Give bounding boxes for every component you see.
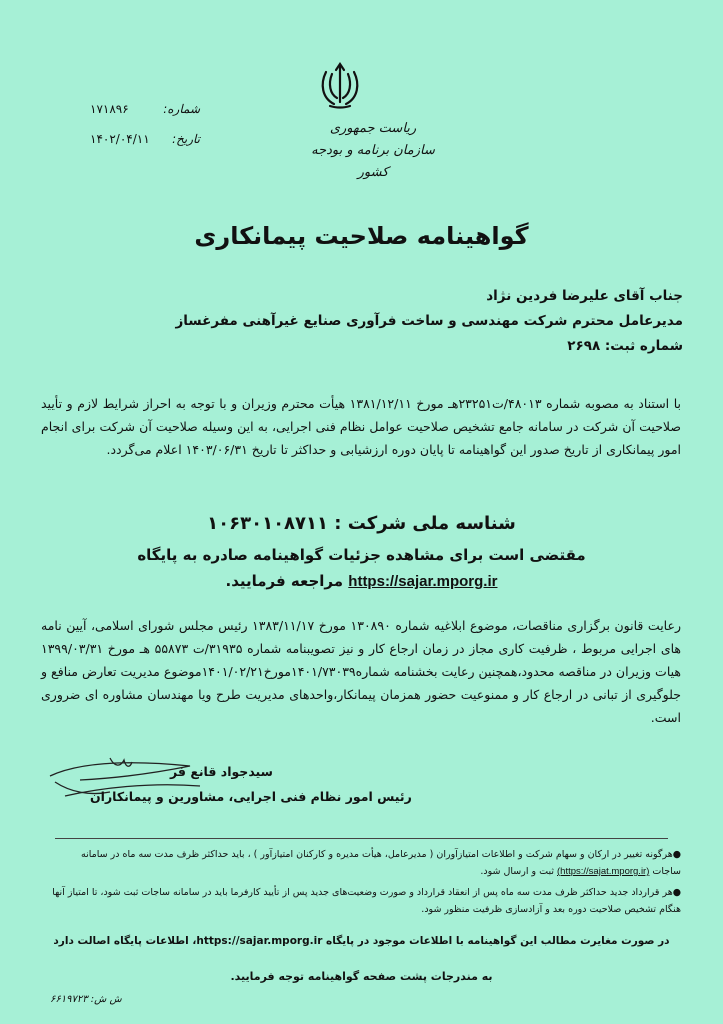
request-line: مقتضی است برای مشاهده جزئیات گواهینامه صادره به پایگاه xyxy=(137,546,586,564)
addressee-block xyxy=(63,284,683,359)
date-value: ۱۴۰۲/۰۴/۱۱ xyxy=(90,132,150,146)
footnote-1-text: ●هرگونه تغییر در ارکان و سهام شرکت و اطلاعات امتیازآوران ( مدیرعامل، هیأت مدیره و کارکنان امتیازآور ) ، باید حداکثر ظرف مدت سه ماه در سامانه ساجات xyxy=(81,849,681,877)
registration-number: شماره ثبت: ۲۶۹۸ xyxy=(567,338,683,354)
org-line-budget: سازمان برنامه و بودجه کشور xyxy=(311,143,435,180)
footnote-1-suffix: ثبت و ارسال شود. xyxy=(480,866,554,877)
footnote-2: ●هر قرارداد جدید حداکثر ظرف مدت سه ماه پس از انعقاد قرارداد و صورت وضعیت‌های جدید پس از تأیید کارفرما باید در سامانه ساجات ثبت شود، تا امتیاز آنها هنگام تشخیص صلاحیت دوره بعد و آزادسازی ظرفیت منظور شود. xyxy=(52,887,681,915)
national-id: شناسه ملی شرکت : ۱۰۶۳۰۱۰۸۷۱۱ xyxy=(207,513,516,534)
letter-meta xyxy=(90,94,200,154)
divider xyxy=(55,838,668,839)
serial-number: ش ش: ۶۶۱۹۷۲۳ xyxy=(50,994,122,1005)
page-title: گواهینامه صلاحیت پیمانکاری xyxy=(194,222,529,250)
signatory-title: رئیس امور نظام فنی اجرایی، مشاورین و پیمانکاران xyxy=(90,789,412,804)
org-line-presidency: ریاست جمهوری xyxy=(329,121,417,136)
request-url-line xyxy=(0,572,723,590)
addressee-name: جناب آقای علیرضا فردین نژاد xyxy=(486,288,683,304)
back-page-note: به مندرجات پشت صفحه گواهینامه توجه فرمایید. xyxy=(230,970,493,983)
number-value: ۱۷۱۸۹۶ xyxy=(90,102,129,116)
signatory-name: سیدجواد قانع فر xyxy=(170,764,273,779)
footnotes xyxy=(51,846,681,922)
number-row xyxy=(90,94,200,124)
issuing-organization xyxy=(298,118,448,184)
number-label: شماره: xyxy=(163,102,200,116)
iran-emblem-logo xyxy=(318,62,362,110)
approval-paragraph: با استناد به مصوبه شماره ۴۸۰۱۳/ت۲۳۲۵۱هـ مورخ ۱۳۸۱/۱۲/۱۱ هیأت محترم وزیران و با توجه به احراز شرایط لازم و تأیید صلاحیت آن شرکت در سامانه جامع تشخیص صلاحیت عوامل نظام فنی اجرایی، به این وسیله صلاحیت آن شرکت برای انجام امور پیمانکاری از تاریخ صدور این گواهینامه تا پایان دوره ارزشیابی و حداکثر تا تاریخ ۱۴۰۳/۰۶/۳۱ اعلام می‌گردد. xyxy=(41,396,681,457)
date-label: تاریخ: xyxy=(172,132,200,146)
sajat-link[interactable]: (https://sajat.mporg.ir) xyxy=(557,866,650,877)
sajar-link[interactable]: https://sajar.mporg.ir xyxy=(348,573,498,590)
request-suffix: مراجعه فرمایید. xyxy=(225,572,344,590)
addressee-position: مدیرعامل محترم شرکت مهندسی و ساخت فرآوری صنایع غیرآهنی مفرغساز xyxy=(175,313,683,329)
verification-note: در صورت مغایرت مطالب این گواهینامه با اطلاعات موجود در پایگاه https://sajar.mporg.ir، اطلاعات پایگاه اصالت دارد xyxy=(53,935,670,947)
date-row xyxy=(90,124,200,154)
compliance-paragraph: رعایت قانون برگزاری مناقصات، موضوع ابلاغیه شماره ۱۳۰۸۹۰ مورخ ۱۳۸۳/۱۱/۱۷ رئیس مجلس شورای اسلامی، آیین نامه های اجرایی مربوط ، ظرفیت کاری مجاز در زمان ارجاع کار و نیز تصویبنامه شماره ۳۱۹۳۵/ت ۵۵۸۷۳ هـ مورخ ۱۳۹۹/۰۳/۳۱ هیات وزیران در مناقصه محدود،همچنین رعایت بخشنامه شماره۱۴۰۱/۷۳۰۳۹مورخ۱۴۰۱/۰۲/۲۱موضوع مدیریت تعارض منافع و جلوگیری از تبانی در ارجاع کار و ممنوعیت حضور همزمان پیمانکار،واحدهای مدیریت طرح ویا مهندسان مشاوره ای ضروری است. xyxy=(41,618,681,725)
footnote-1 xyxy=(51,846,681,880)
